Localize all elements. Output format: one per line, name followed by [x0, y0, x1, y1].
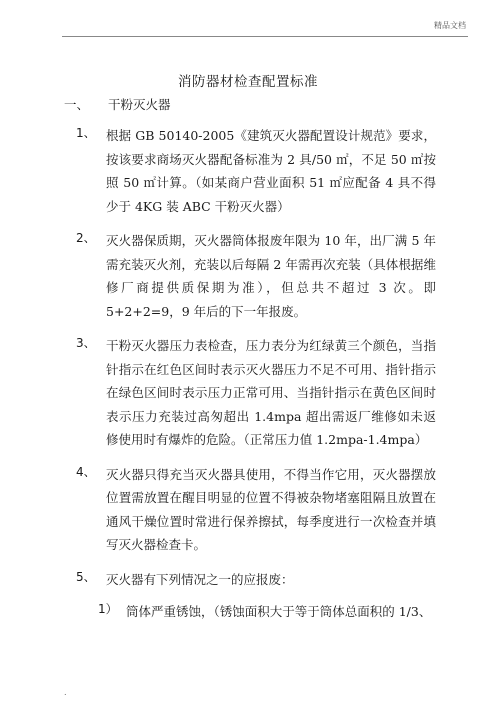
- item-list: [76, 124, 436, 624]
- header-label: 精品文档: [434, 21, 466, 30]
- item-text: 干粉灭火器压力表检查，压力表分为红绿黄三个颜色，当指针指示在红色区间时表示灭火器压力不足不可用、指针指示在绿色区间时表示压力正常可用、当指针指示在黄色区间时表示压力充装过高匆超出 1.4mpa 超出需返厂维修如未返修使用时有爆炸的危险。（正常压力值 1.2mpa-1.4mpa）: [106, 338, 436, 447]
- subitem-text: 筒体严重锈蚀，（锈蚀面积大于等于筒体总面积的 1/3、: [126, 604, 432, 619]
- item-text: 根据 GB 50140-2005《建筑灭火器配置设计规范》要求，按该要求商场灭火器配备标准为 2 具/50 ㎡，不足 50 ㎡按照 50 ㎡计算。（如某商户营业面积 51 ㎡应配备 4 具不得少于 4KG 装 ABC 干粉灭火器）: [106, 128, 436, 214]
- item-number: 5、: [76, 569, 96, 584]
- list-item: [76, 124, 436, 218]
- item-number: 2、: [76, 231, 96, 245]
- sub-list-item: [76, 600, 436, 624]
- list-item: [76, 568, 436, 592]
- section-heading: [64, 95, 171, 113]
- section-label: 干粉灭火器: [108, 97, 171, 112]
- document-title: 消防器材检查配置标准: [178, 74, 318, 90]
- list-item: [76, 229, 436, 323]
- subitem-number: 1）: [98, 602, 118, 616]
- item-number: 4、: [76, 464, 96, 479]
- list-item: [76, 463, 436, 557]
- item-text: 灭火器只得充当灭火器具使用，不得当作它用，灭火器摆放位置需放置在醒目明显的位置不得被杂物堵塞阻隔且放置在通风干燥位置时常进行保养擦拭，每季度进行一次检查并填写灭火器检查卡。: [106, 466, 436, 552]
- section-number: 一、: [64, 97, 90, 112]
- item-text: 灭火器保质期，灭火器筒体报废年限为 10 年，出厂满 5 年需充装灭火剂，充装以后每隔 2 年需再次充装（具体根据维修厂商提供质保期为准），但总共不超过 3 次。即 5+2+2=9，9 年后的下一年报废。: [106, 233, 436, 319]
- footer-mark: .: [64, 688, 67, 697]
- item-text: 灭火器有下列情况之一的应报废：: [106, 571, 294, 587]
- item-number: 3、: [76, 336, 96, 350]
- header-divider: [62, 36, 468, 37]
- list-item: [76, 334, 436, 452]
- item-number: 1、: [76, 126, 96, 140]
